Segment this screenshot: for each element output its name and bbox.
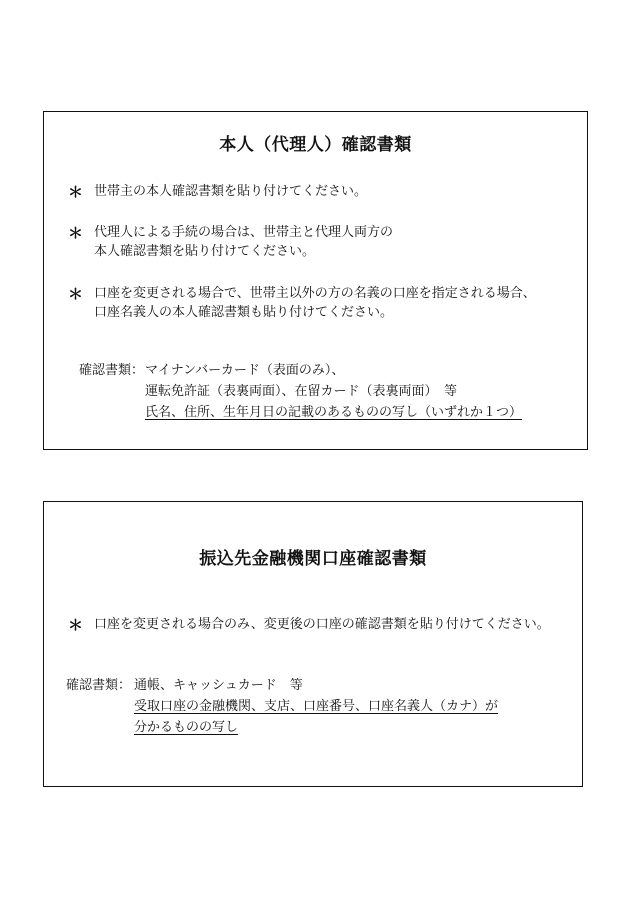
asterisk-bullet: ＊ bbox=[68, 616, 84, 634]
instruction-line: 世帯主の本人確認書類を貼り付けてください。 bbox=[94, 184, 368, 199]
document-requirement-underlined: 受取口座の金融機関、支店、口座番号、口座名義人（カナ）が bbox=[134, 699, 499, 714]
instruction-line: 代理人による手続の場合は、世帯主と代理人両方の bbox=[94, 225, 394, 240]
document-line: 運転免許証（表裏両面）、在留カード（表裏両面） 等 bbox=[145, 384, 458, 399]
document-requirement-underlined: 氏名、住所、生年月日の記載のあるものの写し（いずれか１つ） bbox=[145, 405, 523, 420]
asterisk-bullet: ＊ bbox=[68, 183, 84, 201]
document-list bbox=[134, 675, 498, 738]
section-title: 振込先金融機関口座確認書類 bbox=[199, 549, 427, 569]
document-label: 確認書類： bbox=[79, 363, 145, 378]
asterisk-bullet: ＊ bbox=[68, 285, 84, 303]
instruction-item bbox=[94, 223, 393, 261]
instruction-item bbox=[94, 182, 367, 201]
document-line: マイナンバーカード（表面のみ）、 bbox=[145, 363, 345, 378]
document-requirement-underlined: 分かるものの写し bbox=[134, 720, 239, 735]
instruction-line: 口座を変更される場合で、世帯主以外の方の名義の口座を指定される場合、 bbox=[94, 286, 536, 301]
document-line: 通帳、キャッシュカード 等 bbox=[134, 678, 303, 693]
document-list bbox=[145, 360, 522, 423]
instruction-item bbox=[94, 615, 550, 634]
section-title: 本人（代理人）確認書類 bbox=[219, 135, 412, 155]
document-label: 確認書類： bbox=[66, 678, 132, 693]
instruction-line: 口座を変更される場合のみ、変更後の口座の確認書類を貼り付けてください。 bbox=[94, 617, 550, 632]
instruction-line: 口座名義人の本人確認書類も貼り付けてください。 bbox=[94, 305, 394, 320]
asterisk-bullet: ＊ bbox=[68, 224, 84, 242]
instruction-line: 本人確認書類を貼り付けてください。 bbox=[94, 244, 316, 259]
identity-documents-box bbox=[43, 111, 588, 450]
instruction-item bbox=[94, 284, 536, 322]
bank-account-documents-box bbox=[43, 501, 583, 787]
